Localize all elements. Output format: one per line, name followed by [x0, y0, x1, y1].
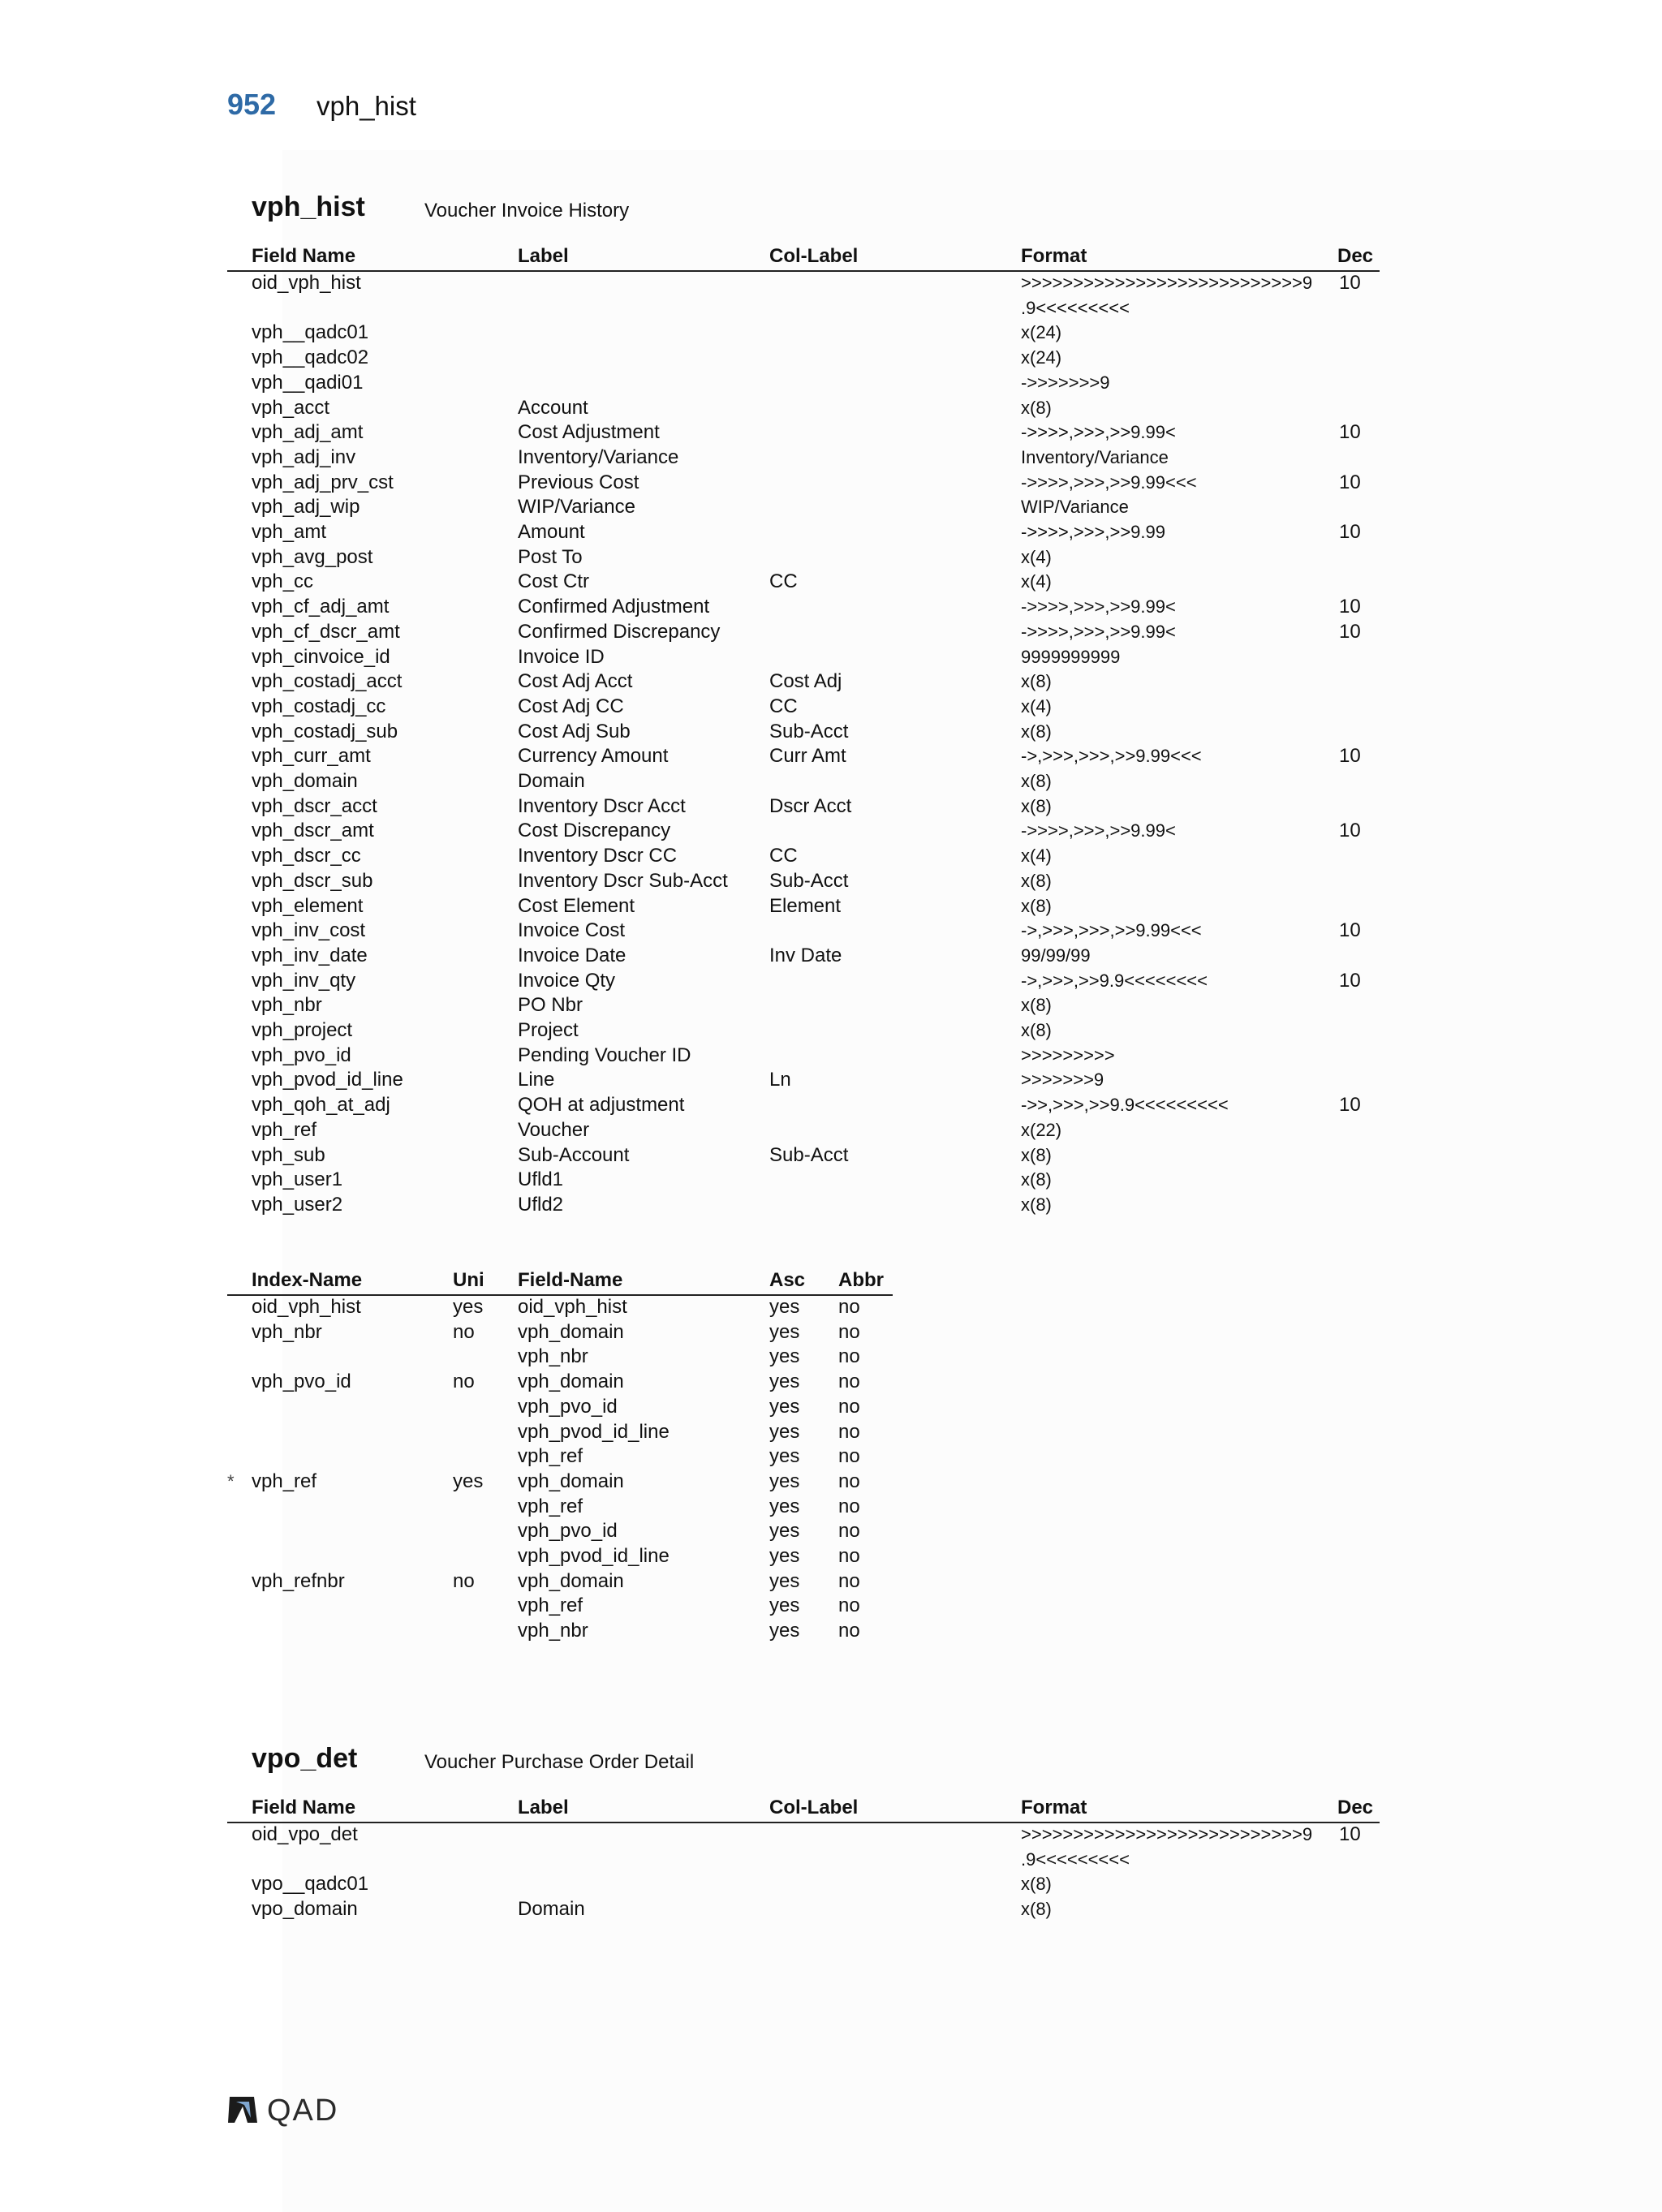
table-row	[227, 1897, 1380, 1922]
table-row	[227, 1044, 1380, 1069]
field-col-label: Curr Amt	[769, 745, 846, 768]
field-col-label: Dscr Acct	[769, 794, 852, 817]
table-row	[227, 1569, 893, 1594]
index-field-name: vph_domain	[518, 1371, 624, 1393]
field-format: ->>>>,>>>,>>9.99<	[1021, 596, 1176, 618]
field-label: Sub-Account	[518, 1143, 630, 1166]
table-row	[227, 919, 1380, 944]
index-unique: no	[453, 1320, 475, 1343]
field-name: vph_dscr_acct	[252, 794, 377, 817]
field-label: Invoice ID	[518, 645, 605, 668]
col-header-format: Format	[1021, 245, 1087, 267]
field-dec: 10	[1339, 272, 1361, 294]
field-label: Line	[518, 1069, 555, 1091]
field-col-label: CC	[769, 695, 798, 717]
field-col-label: CC	[769, 570, 798, 593]
index-abbreviated: no	[838, 1470, 860, 1492]
field-format: x(4)	[1021, 571, 1052, 592]
field-name: vph_cinvoice_id	[252, 645, 390, 668]
index-name: oid_vph_hist	[252, 1296, 361, 1318]
table-row	[227, 620, 1380, 645]
table-row	[227, 894, 1380, 919]
index-ascending: yes	[769, 1371, 800, 1393]
index-abbreviated: no	[838, 1420, 860, 1443]
field-format: x(8)	[1021, 1899, 1052, 1920]
field-name: vph_user2	[252, 1193, 343, 1216]
field-name: vpo__qadc01	[252, 1873, 369, 1896]
field-dec: 10	[1339, 596, 1361, 618]
table-row	[227, 595, 1380, 620]
field-format: Inventory/Variance	[1021, 446, 1169, 467]
table-row	[227, 1594, 893, 1619]
table-row	[227, 321, 1380, 346]
field-dec: 10	[1339, 969, 1361, 992]
field-format: 9999999999	[1021, 646, 1121, 667]
table-row	[227, 1444, 893, 1470]
table-row	[227, 669, 1380, 695]
table-row	[227, 471, 1380, 496]
table-row	[227, 744, 1380, 769]
index-abbreviated: no	[838, 1545, 860, 1567]
field-label: Previous Cost	[518, 471, 639, 493]
field-name: vph_dscr_sub	[252, 869, 373, 892]
table-row	[227, 1823, 1380, 1848]
index-ascending: yes	[769, 1569, 800, 1592]
field-label: WIP/Variance	[518, 496, 635, 519]
index-field-name: vph_pvo_id	[518, 1395, 618, 1418]
table-row	[227, 1093, 1380, 1118]
field-format: >>>>>>>>>>>>>>>>>>>>>>>>>>>9	[1021, 1824, 1313, 1844]
index-name: vph_refnbr	[252, 1569, 345, 1592]
field-format: x(8)	[1021, 1194, 1052, 1215]
col-header-dec: Dec	[1337, 1797, 1374, 1818]
field-name: vph__qadi01	[252, 371, 364, 394]
table-row	[227, 869, 1380, 894]
field-col-label: Ln	[769, 1069, 791, 1091]
field-col-label: CC	[769, 845, 798, 867]
index-name: vph_nbr	[252, 1320, 322, 1343]
field-label: Currency Amount	[518, 745, 669, 768]
col-header-field-name: Field Name	[252, 245, 356, 267]
field-format: x(4)	[1021, 846, 1052, 867]
field-name: vph__qadc01	[252, 321, 369, 344]
field-format: x(8)	[1021, 721, 1052, 742]
table-row	[227, 1345, 893, 1370]
field-name: vph_inv_qty	[252, 969, 356, 992]
index-field-name: vph_ref	[518, 1445, 583, 1468]
index-ascending: yes	[769, 1545, 800, 1567]
logo-text: QAD	[267, 2094, 339, 2128]
index-ascending: yes	[769, 1520, 800, 1543]
index-ascending: yes	[769, 1296, 800, 1318]
field-label: Project	[518, 1019, 579, 1041]
field-name: vph_avg_post	[252, 545, 373, 568]
table-row	[227, 1544, 893, 1569]
field-name: vph_adj_inv	[252, 445, 356, 468]
table-row-continuation	[227, 1848, 1380, 1873]
table-row	[227, 695, 1380, 720]
field-format: x(22)	[1021, 1119, 1062, 1140]
field-col-label: Cost Adj	[769, 670, 842, 693]
index-abbreviated: no	[838, 1296, 860, 1318]
field-label: Inventory/Variance	[518, 445, 679, 468]
field-name: oid_vph_hist	[252, 272, 361, 294]
field-dec: 10	[1339, 421, 1361, 444]
field-dec: 10	[1339, 820, 1361, 842]
field-name: vph_sub	[252, 1143, 325, 1166]
table-row	[227, 1068, 1380, 1093]
field-label: Voucher	[518, 1118, 590, 1141]
field-format: x(24)	[1021, 322, 1062, 343]
field-label: Cost Element	[518, 894, 635, 917]
page-number: 952	[227, 88, 277, 121]
table-row	[227, 1495, 893, 1520]
table-row	[227, 346, 1380, 371]
field-label: Domain	[518, 770, 585, 792]
table-row	[227, 794, 1380, 820]
col-header-abbr: Abbr	[838, 1269, 884, 1291]
index-abbreviated: no	[838, 1345, 860, 1368]
unique-marker: *	[227, 1470, 235, 1491]
table-row	[227, 1168, 1380, 1193]
index-field-name: vph_ref	[518, 1495, 583, 1517]
field-dec: 10	[1339, 620, 1361, 643]
index-field-name: vph_pvod_id_line	[518, 1545, 670, 1567]
field-name: vph_pvod_id_line	[252, 1069, 403, 1091]
field-name: vph_domain	[252, 770, 358, 792]
field-name: vph_cf_dscr_amt	[252, 620, 400, 643]
field-name: vph_cf_adj_amt	[252, 596, 390, 618]
field-format: ->>,>>>,>>9.9<<<<<<<<<	[1021, 1095, 1229, 1116]
col-header-index-name: Index-Name	[252, 1269, 363, 1291]
table-row	[227, 520, 1380, 545]
table-row	[227, 1370, 893, 1395]
index-field-name: vph_pvo_id	[518, 1520, 618, 1543]
table-row	[227, 445, 1380, 471]
field-label: Cost Adj CC	[518, 695, 624, 717]
field-label: Post To	[518, 545, 583, 568]
field-label: Cost Adj Acct	[518, 670, 633, 693]
index-ascending: yes	[769, 1420, 800, 1443]
field-name: vph__qadc02	[252, 346, 369, 369]
field-format: x(4)	[1021, 546, 1052, 567]
table-row	[227, 1118, 1380, 1143]
field-format: ->,>>>,>>>,>>9.99<<<	[1021, 920, 1202, 941]
field-format: x(8)	[1021, 795, 1052, 816]
col-header-dec: Dec	[1337, 245, 1374, 267]
field-format-continued: .9<<<<<<<<<	[1021, 297, 1130, 318]
field-format: x(24)	[1021, 347, 1062, 368]
field-format: ->>>>>>>9	[1021, 372, 1110, 393]
field-col-label: Inv Date	[769, 944, 842, 966]
index-field-name: vph_nbr	[518, 1620, 588, 1642]
field-label: Ufld1	[518, 1168, 564, 1191]
field-format: >>>>>>>>>	[1021, 1044, 1115, 1065]
index-abbreviated: no	[838, 1395, 860, 1418]
field-format: ->>>>,>>>,>>9.99	[1021, 522, 1165, 542]
field-format: x(8)	[1021, 1874, 1052, 1895]
field-format: x(8)	[1021, 895, 1052, 916]
index-field-name: vph_domain	[518, 1569, 624, 1592]
index-name: vph_pvo_id	[252, 1371, 351, 1393]
field-name: vph_dscr_cc	[252, 845, 361, 867]
field-dec: 10	[1339, 521, 1361, 543]
col-header-field-name: Field-Name	[518, 1269, 623, 1291]
field-label: Inventory Dscr Sub-Acct	[518, 869, 728, 892]
field-format: 99/99/99	[1021, 945, 1091, 966]
index-abbreviated: no	[838, 1520, 860, 1543]
index-unique: yes	[453, 1296, 484, 1318]
table-row	[227, 944, 1380, 969]
col-header-uni: Uni	[453, 1269, 484, 1291]
table-row	[227, 993, 1380, 1018]
index-ascending: yes	[769, 1470, 800, 1492]
field-label: Invoice Qty	[518, 969, 616, 992]
table-row	[227, 969, 1380, 994]
field-name: vph_inv_cost	[252, 919, 366, 942]
table-row	[227, 1470, 893, 1495]
field-label: Cost Adj Sub	[518, 720, 631, 742]
field-label: Confirmed Adjustment	[518, 596, 710, 618]
index-field-name: vph_domain	[518, 1470, 624, 1492]
field-format: ->,>>>,>>>,>>9.99<<<	[1021, 746, 1202, 767]
table-row	[227, 1519, 893, 1544]
table-row	[227, 371, 1380, 396]
field-name: vph_qoh_at_adj	[252, 1094, 390, 1117]
field-format: x(8)	[1021, 397, 1052, 418]
index-field-name: vph_ref	[518, 1594, 583, 1617]
index-name: vph_ref	[252, 1470, 317, 1492]
field-format: >>>>>>>9	[1021, 1069, 1104, 1091]
col-header-format: Format	[1021, 1797, 1087, 1818]
field-label: Invoice Date	[518, 944, 626, 966]
col-header-field-name: Field Name	[252, 1797, 356, 1818]
table-title-vpo-det: vpo_det	[252, 1743, 358, 1774]
table-row	[227, 420, 1380, 445]
col-header-asc: Asc	[769, 1269, 806, 1291]
field-name: vph_nbr	[252, 994, 322, 1017]
field-format: ->>>>,>>>,>>9.99<<<	[1021, 471, 1197, 493]
field-name: vph_element	[252, 894, 364, 917]
index-field-name: vph_nbr	[518, 1345, 588, 1368]
field-dec: 10	[1339, 745, 1361, 768]
index-unique: no	[453, 1371, 475, 1393]
field-name: vph_pvo_id	[252, 1044, 351, 1066]
col-header-label: Label	[518, 1797, 569, 1818]
field-label: PO Nbr	[518, 994, 583, 1017]
index-unique: yes	[453, 1470, 484, 1492]
col-header-label: Label	[518, 245, 569, 267]
field-label: Pending Voucher ID	[518, 1044, 691, 1066]
field-name: vph_dscr_amt	[252, 820, 374, 842]
page-title: vph_hist	[316, 91, 416, 121]
field-dec: 10	[1339, 1823, 1361, 1845]
field-col-label: Sub-Acct	[769, 720, 849, 742]
field-name: vph_project	[252, 1019, 353, 1041]
field-label: Cost Ctr	[518, 570, 590, 593]
field-name: oid_vpo_det	[252, 1823, 358, 1845]
index-abbreviated: no	[838, 1445, 860, 1468]
table-row	[227, 1320, 893, 1345]
table-row	[227, 1295, 893, 1320]
field-name: vph_adj_prv_cst	[252, 471, 394, 493]
index-abbreviated: no	[838, 1620, 860, 1642]
index-ascending: yes	[769, 1345, 800, 1368]
table-row	[227, 1193, 1380, 1218]
index-abbreviated: no	[838, 1594, 860, 1617]
field-label: Cost Discrepancy	[518, 820, 671, 842]
index-field-name: vph_pvod_id_line	[518, 1420, 670, 1443]
table-row	[227, 495, 1380, 520]
index-ascending: yes	[769, 1395, 800, 1418]
field-format: x(8)	[1021, 995, 1052, 1016]
table-row-continuation	[227, 296, 1380, 321]
table-row	[227, 1420, 893, 1445]
field-format: x(8)	[1021, 671, 1052, 692]
index-ascending: yes	[769, 1320, 800, 1343]
field-format: x(8)	[1021, 870, 1052, 891]
index-ascending: yes	[769, 1620, 800, 1642]
table-row	[227, 769, 1380, 794]
index-ascending: yes	[769, 1495, 800, 1517]
table-row	[227, 645, 1380, 670]
field-format: ->>>>,>>>,>>9.99<	[1021, 820, 1176, 841]
field-label: Confirmed Discrepancy	[518, 620, 721, 643]
field-name: vph_user1	[252, 1168, 343, 1191]
table-row	[227, 720, 1380, 745]
field-label: QOH at adjustment	[518, 1094, 685, 1117]
field-name: vph_costadj_acct	[252, 670, 403, 693]
qad-logo-icon	[226, 2095, 259, 2124]
col-header-col-label: Col-Label	[769, 245, 859, 267]
field-name: vph_inv_date	[252, 944, 368, 966]
field-name: vpo_domain	[252, 1898, 358, 1921]
field-col-label: Sub-Acct	[769, 1143, 849, 1166]
index-field-name: oid_vph_hist	[518, 1296, 627, 1318]
field-name: vph_acct	[252, 396, 330, 419]
field-name: vph_cc	[252, 570, 314, 593]
index-abbreviated: no	[838, 1569, 860, 1592]
field-format: x(4)	[1021, 695, 1052, 717]
field-name: vph_adj_wip	[252, 496, 360, 519]
field-label: Domain	[518, 1898, 585, 1921]
field-format: x(8)	[1021, 771, 1052, 791]
field-name: vph_costadj_cc	[252, 695, 386, 717]
table-row	[227, 545, 1380, 570]
field-format: WIP/Variance	[1021, 497, 1129, 518]
table-description-vph-hist: Voucher Invoice History	[424, 200, 630, 222]
field-format: x(8)	[1021, 1144, 1052, 1165]
field-dec: 10	[1339, 471, 1361, 493]
table-row	[227, 1143, 1380, 1168]
field-name: vph_costadj_sub	[252, 720, 398, 742]
table-row	[227, 819, 1380, 844]
field-label: Invoice Cost	[518, 919, 626, 942]
field-format: >>>>>>>>>>>>>>>>>>>>>>>>>>>9	[1021, 273, 1313, 293]
field-format: ->>>>,>>>,>>9.99<	[1021, 422, 1176, 443]
index-abbreviated: no	[838, 1495, 860, 1517]
index-ascending: yes	[769, 1594, 800, 1617]
table-row	[227, 844, 1380, 869]
field-col-label: Sub-Acct	[769, 869, 849, 892]
field-dec: 10	[1339, 1094, 1361, 1117]
table-row	[227, 570, 1380, 595]
field-label: Ufld2	[518, 1193, 564, 1216]
field-format: x(8)	[1021, 1020, 1052, 1040]
table-description-vpo-det: Voucher Purchase Order Detail	[424, 1751, 695, 1773]
field-dec: 10	[1339, 919, 1361, 942]
table-title-vph-hist: vph_hist	[252, 192, 365, 222]
col-header-col-label: Col-Label	[769, 1797, 859, 1818]
field-name: vph_amt	[252, 521, 327, 543]
field-format: ->,>>>,>>9.9<<<<<<<<	[1021, 970, 1208, 991]
field-label: Cost Adjustment	[518, 421, 660, 444]
field-label: Inventory Dscr CC	[518, 845, 678, 867]
field-label: Amount	[518, 521, 585, 543]
field-format: x(8)	[1021, 1169, 1052, 1190]
field-format: ->>>>,>>>,>>9.99<	[1021, 621, 1176, 642]
field-name: vph_adj_amt	[252, 421, 364, 444]
table-row	[227, 396, 1380, 421]
table-row	[227, 1619, 893, 1644]
table-row	[227, 271, 1380, 296]
index-ascending: yes	[769, 1445, 800, 1468]
index-abbreviated: no	[838, 1320, 860, 1343]
index-field-name: vph_domain	[518, 1320, 624, 1343]
field-name: vph_curr_amt	[252, 745, 371, 768]
index-unique: no	[453, 1569, 475, 1592]
field-label: Account	[518, 396, 588, 419]
table-row	[227, 1018, 1380, 1044]
field-col-label: Element	[769, 894, 842, 917]
table-row	[227, 1872, 1380, 1897]
index-abbreviated: no	[838, 1371, 860, 1393]
table-row	[227, 1395, 893, 1420]
field-label: Inventory Dscr Acct	[518, 794, 686, 817]
field-format-continued: .9<<<<<<<<<	[1021, 1848, 1130, 1870]
field-name: vph_ref	[252, 1118, 317, 1141]
